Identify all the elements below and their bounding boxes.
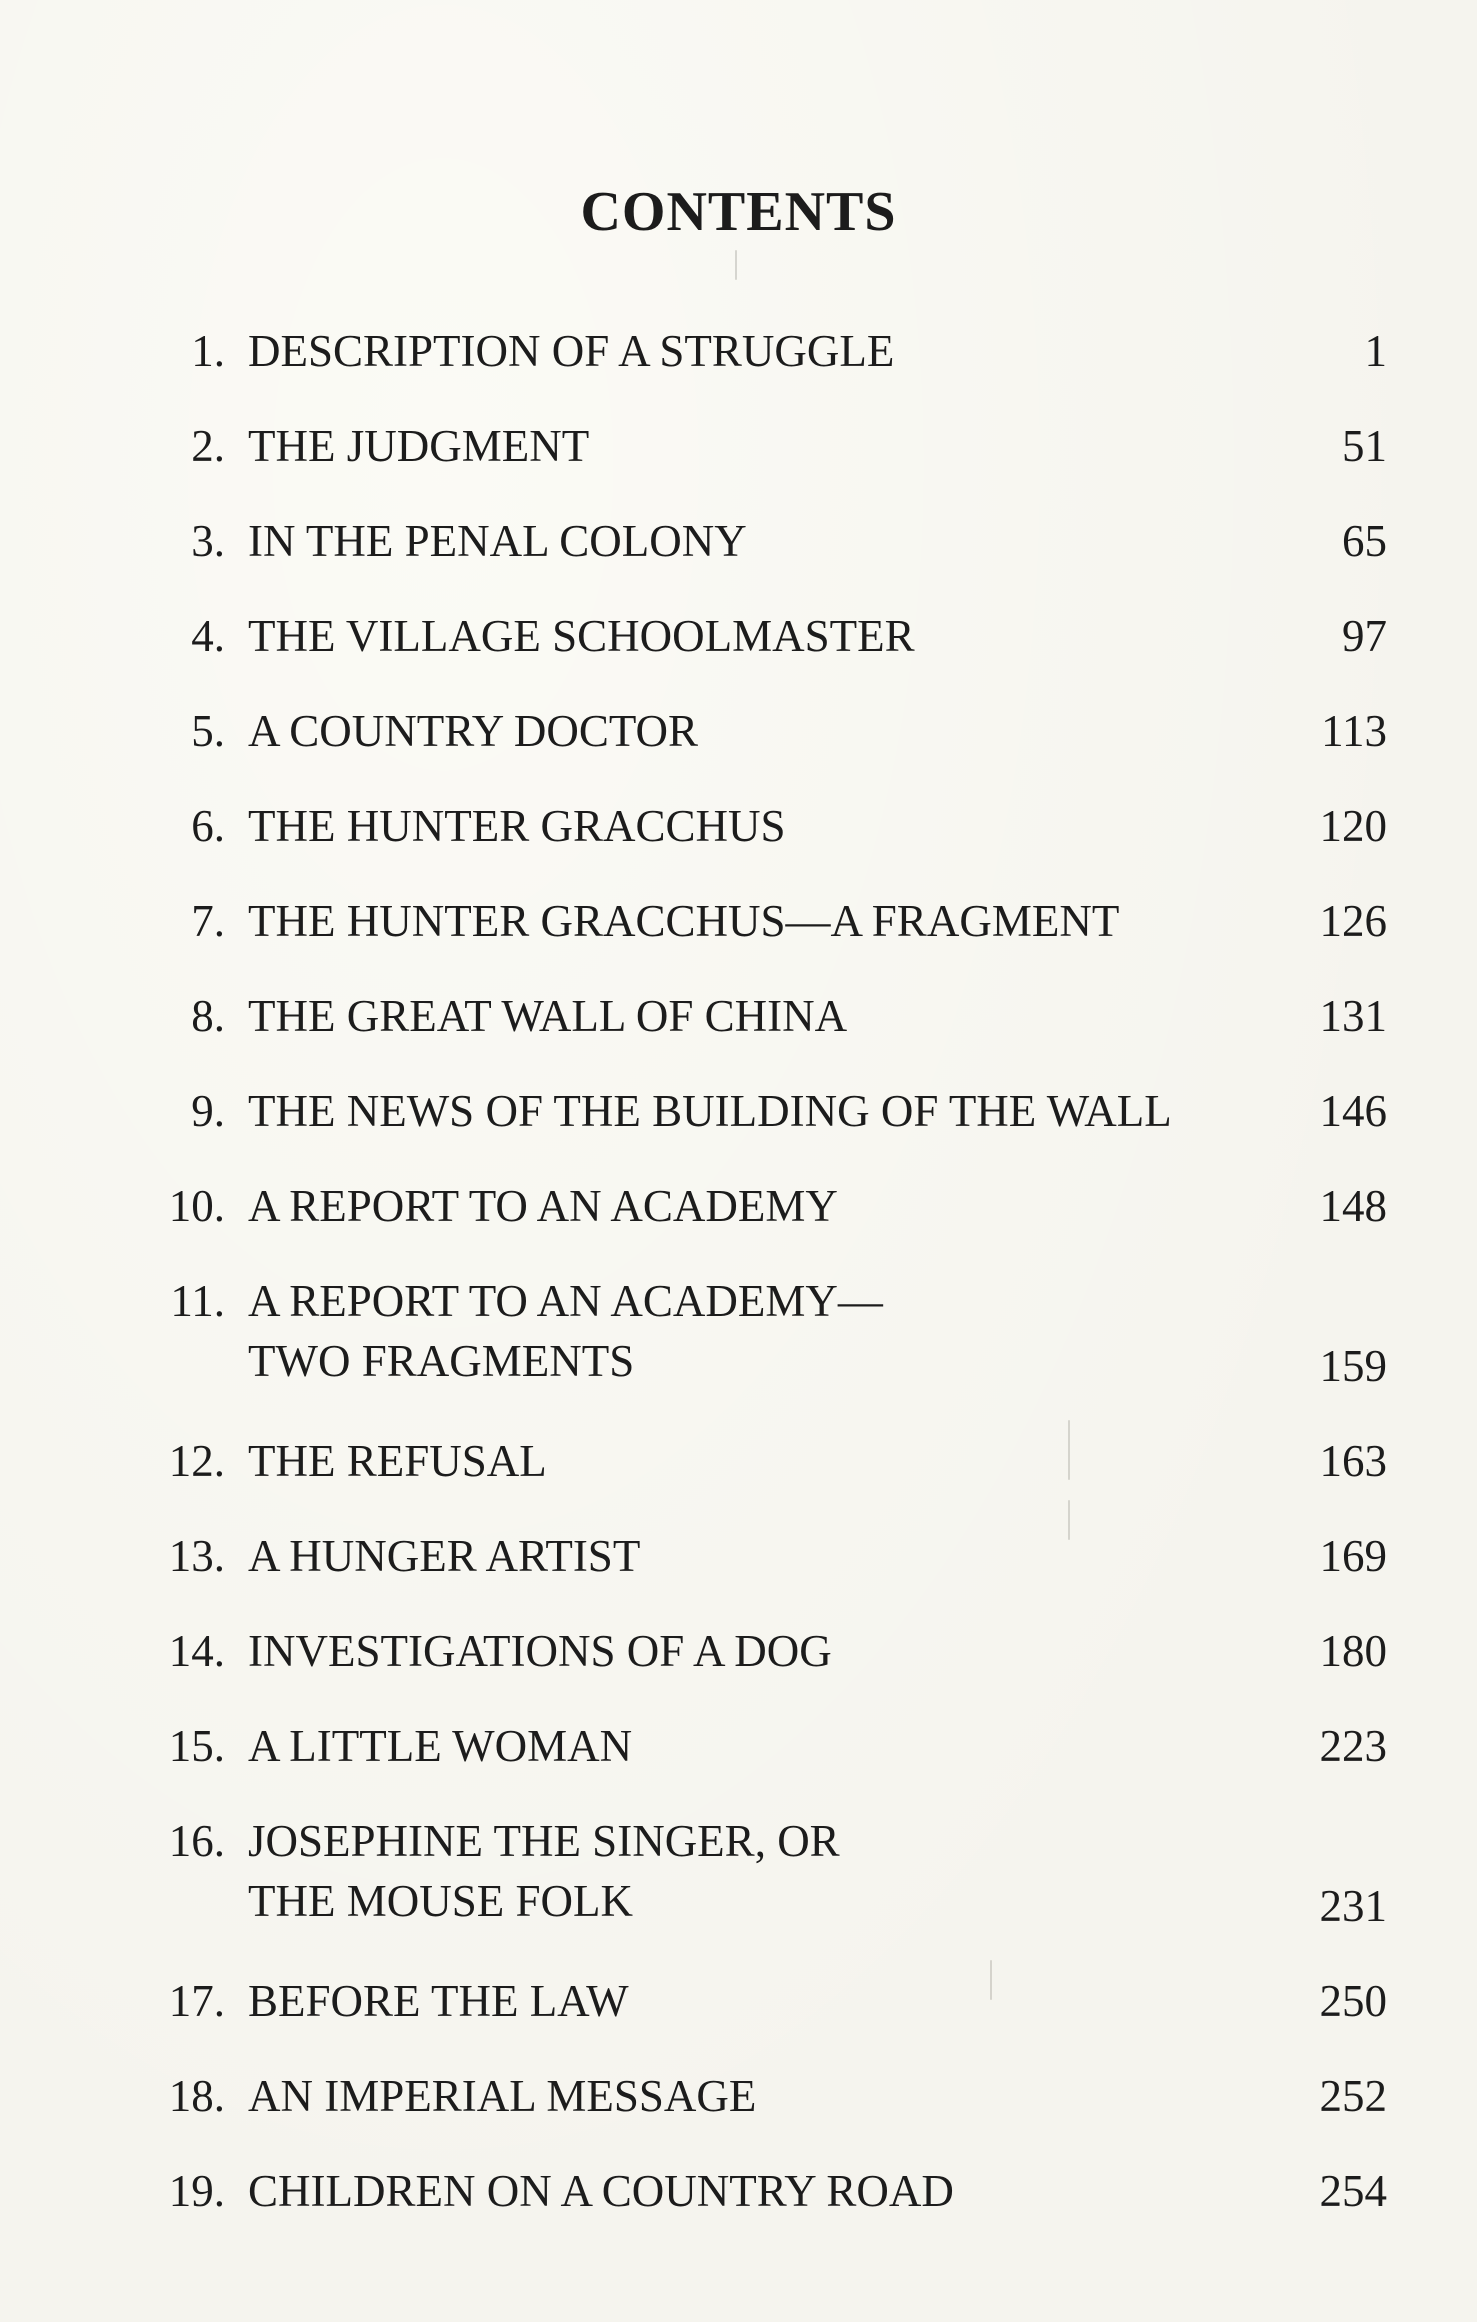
entry-page: 254 [1319,2166,1387,2216]
entry-title: A COUNTRY DOCTOR [248,706,699,756]
entry-title: A REPORT TO AN ACADEMY [248,1181,838,1231]
entry-page: 231 [1319,1881,1387,1931]
entry-page: 126 [1319,896,1387,946]
entry-title: THE NEWS OF THE BUILDING OF THE WALL [248,1086,1172,1136]
paper-speck [1068,1500,1070,1540]
entry-title: BEFORE THE LAW [248,1976,629,2026]
entry-page: 163 [1319,1436,1387,1486]
entry-title-line1: JOSEPHINE THE SINGER, OR [248,1816,840,1866]
entry-number: 10. [168,1181,225,1231]
entry-title: THE HUNTER GRACCHUS [248,801,786,851]
entry-title: A HUNGER ARTIST [248,1531,641,1581]
entry-title: THE REFUSAL [248,1436,547,1486]
entry-page: 51 [1342,421,1387,471]
entry-number: 1. [191,326,225,376]
entry-number: 12. [168,1436,225,1486]
entry-number: 4. [191,611,225,661]
entry-number: 2. [191,421,225,471]
paper-speck [735,250,737,280]
entry-title: THE GREAT WALL OF CHINA [248,991,848,1041]
entry-title [248,1815,840,1927]
entry-page: 146 [1319,1086,1387,1136]
entry-title [248,1275,883,1387]
entry-number: 5. [191,706,225,756]
entry-page: 113 [1321,706,1387,756]
entry-title: INVESTIGATIONS OF A DOG [248,1626,832,1676]
paper-speck [990,1960,992,2000]
entry-page: 252 [1319,2071,1387,2121]
entry-page: 97 [1342,611,1387,661]
entry-page: 148 [1319,1181,1387,1231]
entry-number: 9. [191,1086,225,1136]
entry-page: 131 [1319,991,1387,1041]
entry-number: 13. [168,1531,225,1581]
entry-number: 14. [168,1626,225,1676]
entry-number: 8. [191,991,225,1041]
entry-number: 19. [168,2166,225,2216]
entry-page: 169 [1319,1531,1387,1581]
entry-page: 180 [1319,1626,1387,1676]
entry-title: THE VILLAGE SCHOOLMASTER [248,611,915,661]
entry-title: DESCRIPTION OF A STRUGGLE [248,326,895,376]
entry-number: 3. [191,516,225,566]
entry-number: 11. [170,1276,225,1326]
entry-title-line1: A REPORT TO AN ACADEMY— [248,1276,883,1326]
entry-title: CHILDREN ON A COUNTRY ROAD [248,2166,954,2216]
entry-number: 6. [191,801,225,851]
entry-title: A LITTLE WOMAN [248,1721,633,1771]
page-title: CONTENTS [580,181,897,243]
entry-title: IN THE PENAL COLONY [248,516,747,566]
entry-number: 18. [168,2071,225,2121]
entry-title: THE JUDGMENT [248,421,590,471]
entry-page: 223 [1319,1721,1387,1771]
entry-title: AN IMPERIAL MESSAGE [248,2071,757,2121]
entry-number: 16. [168,1816,225,1866]
entry-title-line2: TWO FRAGMENTS [248,1336,635,1386]
entry-number: 17. [168,1976,225,2026]
entry-number: 15. [168,1721,225,1771]
entry-page: 250 [1319,1976,1387,2026]
entry-number: 7. [191,896,225,946]
paper-speck [1068,1420,1070,1480]
entry-page: 120 [1319,801,1387,851]
entry-page: 159 [1319,1341,1387,1391]
entry-title: THE HUNTER GRACCHUS—A FRAGMENT [248,896,1120,946]
entry-page: 1 [1364,326,1387,376]
entry-title-line2: THE MOUSE FOLK [248,1876,634,1926]
entry-page: 65 [1342,516,1387,566]
